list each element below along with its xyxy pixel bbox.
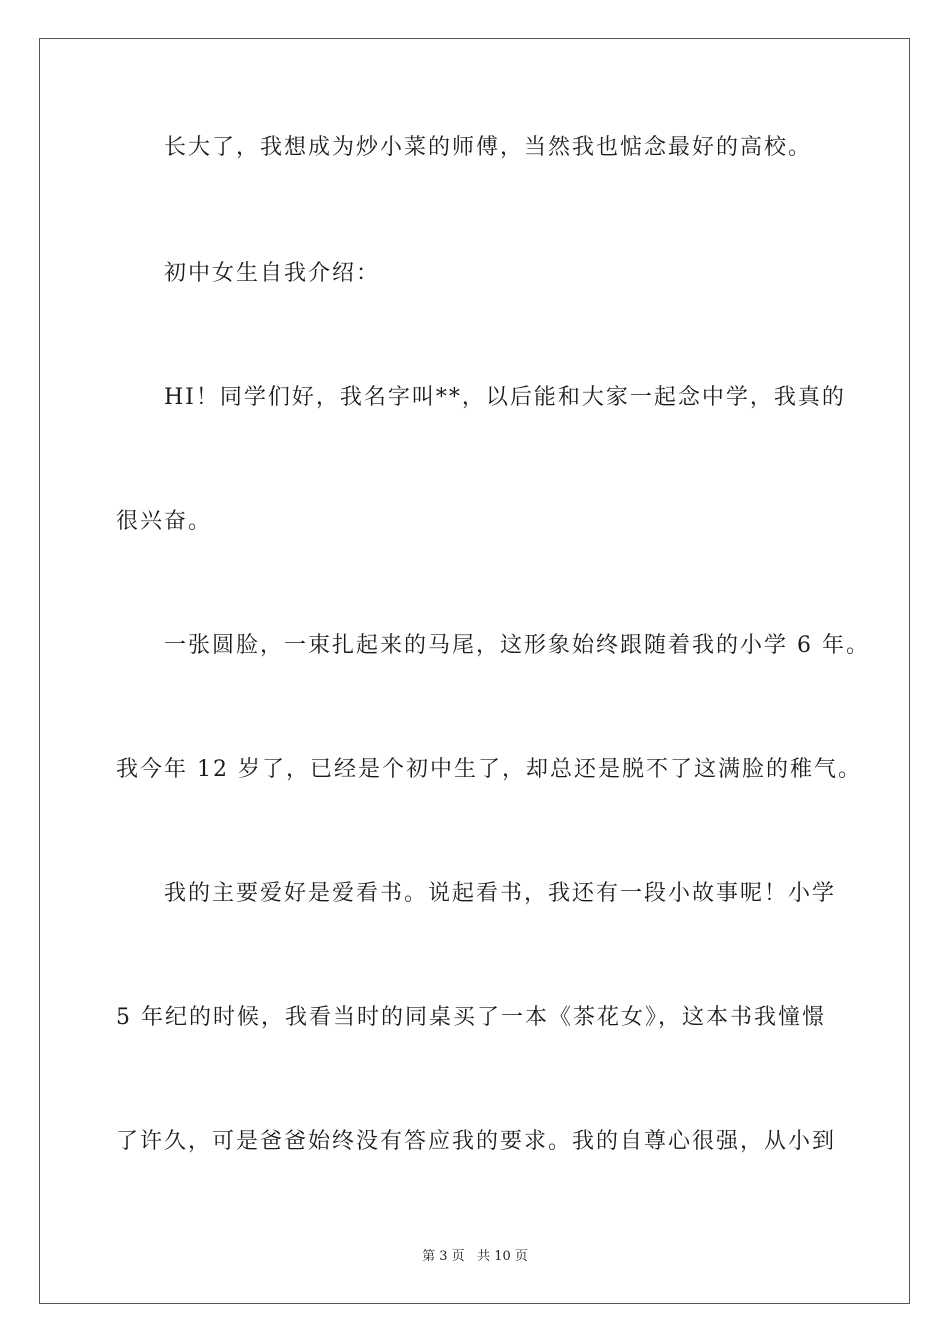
- text-line-3: HI！同学们好，我名字叫**，以后能和大家一起念中学，我真的: [164, 385, 846, 410]
- text-line-4: 很兴奋。: [116, 509, 213, 534]
- text-line-2: 初中女生自我介绍：: [164, 261, 381, 286]
- text-line-7: 我的主要爱好是爱看书。说起看书，我还有一段小故事呢！小学: [164, 881, 837, 906]
- text-line-1: 长大了，我想成为炒小菜的师傅，当然我也惦念最好的高校。: [164, 135, 813, 160]
- page-footer: [0, 1248, 950, 1266]
- page-total: 共 10 页: [477, 1249, 528, 1264]
- page-number: 第 3 页: [422, 1249, 465, 1264]
- page-border: [39, 38, 910, 1304]
- text-line-6: 我今年 12 岁了，已经是个初中生了，却总还是脱不了这满脸的稚气。: [116, 757, 862, 782]
- text-line-5: 一张圆脸，一束扎起来的马尾，这形象始终跟随着我的小学 6 年。: [164, 633, 870, 658]
- text-line-9: 了许久，可是爸爸始终没有答应我的要求。我的自尊心很强，从小到: [116, 1129, 837, 1154]
- text-line-8: 5 年纪的时候，我看当时的同桌买了一本《茶花女》，这本书我憧憬: [116, 1005, 826, 1030]
